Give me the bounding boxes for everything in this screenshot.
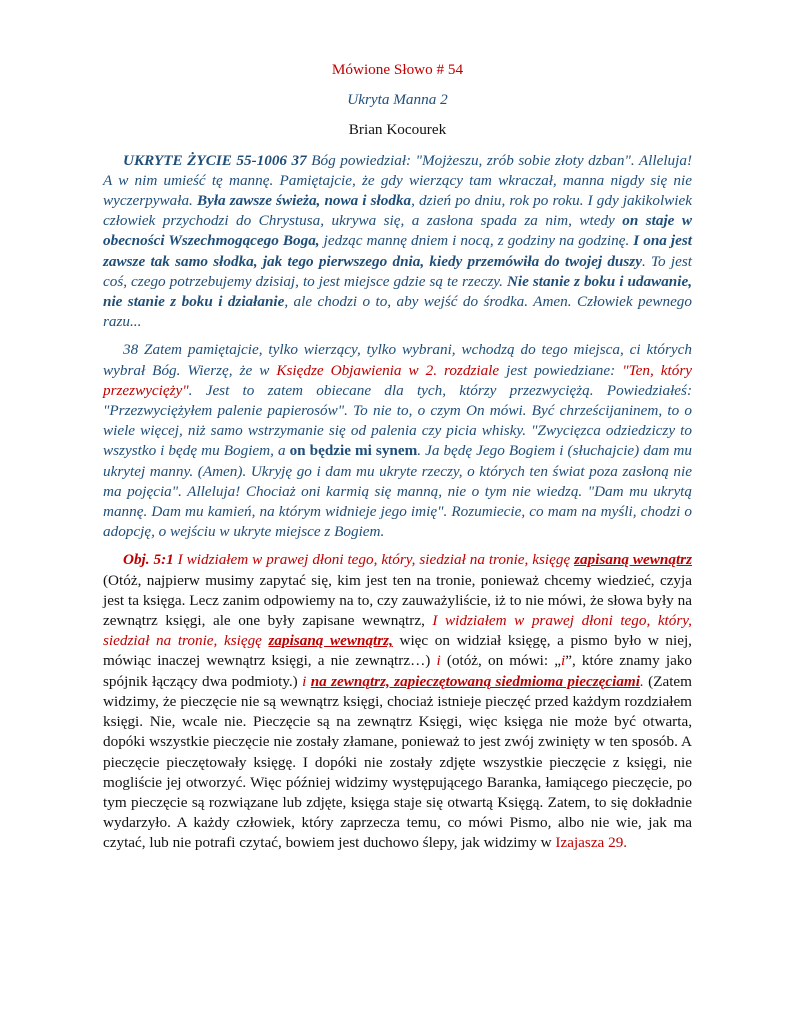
quote-paragraph-1 — [103, 151, 692, 333]
commentary-text: więc on widział księgę, a pismo było w niej, mówiąc inaczej wewnątrz księgi, a nie zewnątrz…) — [103, 632, 692, 670]
commentary-text: (otóż, on mówi: „ — [440, 652, 561, 670]
quote-emphasis: on staje w obecności Wszechmogącego Boga, — [103, 212, 692, 250]
scripture-text: I widziałem w prawej dłoni tego, który, siedział na tronie, księgę — [103, 612, 692, 650]
quote-emphasis: Nie stanie z boku i udawanie, nie stanie z boku i działanie — [103, 272, 693, 311]
quote-text: . To jest coś, czego potrzebujemy dzisiaj, to jest miejsce gdzie są te rzeczy. — [103, 252, 692, 290]
scripture-text: . — [639, 672, 644, 690]
scripture-reference: Obj. 5:1 — [123, 551, 174, 569]
scripture-text: i — [560, 652, 566, 670]
quote-text: , ale chodzi o to, aby wejść do środka. Amen. Człowiek pewnego razu... — [103, 293, 692, 331]
scripture-reference: Izajasza 29. — [555, 834, 628, 852]
quote-emphasis: on będzie mi synem — [289, 442, 418, 460]
scripture-text: i — [436, 652, 441, 670]
commentary-text: (Zatem widzimy, że pieczęcie nie są wewnątrz księgi, chociaż istnieje pieczęć przed każdym rozdziałem księgi. Nie, wcale nie. Pieczęcie są na zewnątrz Księgi, więc księga nie może być otwarta, dopóki wszystkie pieczęcie nie zostały złamane, ponieważ to jest zwój zwinięty w ten sposób. A pieczęcie pieczętowały księgę. I dopóki nie zostały zdjęte wszystkie pieczęcie z księgi, nie mogliście jej otworzyć. Więc później widzimy występującego Baranka, łamiącego pieczęcie, po tym pieczęcie są rozwiązane lub zdjęte, księga staje się otwartą Księgą. Zatem, to się dokładnie wydarzyło. A każdy człowiek, który zaprzecza temu, co mówi Pismo, albo nie wie, jak ma czytać, lub nie potrafi czytać, bowiem jest duchowo ślepy, jak widzimy w — [103, 672, 692, 852]
commentary-paragraph — [103, 550, 692, 853]
scripture-emphasis: na zewnątrz, zapieczętowaną siedmioma pieczęciami — [310, 672, 640, 690]
scripture-emphasis: zapisaną wewnątrz — [574, 551, 693, 569]
quote-emphasis: Była zawsze świeża, nowa i słodka — [196, 192, 412, 210]
quote-text: 38 Zatem pamiętajcie, tylko wierzący, tylko wybrani, wchodzą do tego miejsca, ci których wybrał Bóg. Wierzę, że w — [103, 341, 692, 379]
scripture-text: i — [302, 672, 311, 690]
quote-reference: UKRYTE ŻYCIE 55-1006 37 — [123, 151, 307, 169]
scripture-reference: Księdze Objawienia w 2. rozdziale — [276, 361, 500, 379]
page-subtitle: Ukryta Manna 2 — [347, 91, 448, 109]
quote-paragraph-2 — [103, 340, 692, 542]
scripture-text: I widziałem w prawej dłoni tego, który, siedział na tronie, księgę — [173, 551, 575, 569]
quote-emphasis: I ona jest zawsze tak samo słodka, jak tego pierwszego dnia, kiedy przemówiła do twojej duszy — [103, 232, 692, 270]
scripture-quote: "Ten, który przezwycięży" — [103, 361, 692, 399]
author-name: Brian Kocourek — [348, 121, 447, 139]
document-page — [103, 60, 692, 862]
quote-text: jest powiedziane: — [499, 361, 623, 379]
quote-text: Bóg powiedział: "Mojżeszu, zrób sobie złoty dzban". Alleluja! A w nim umieść tę mannę. Pamiętajcie, że gdy wierzący tam wkraczał, manna nigdy się nie wyczerpywała. — [103, 151, 693, 210]
page-title: Mówione Słowo # 54 — [331, 61, 464, 78]
quote-text: jedząc mannę dniem i nocą, z godziny na godzinę. — [319, 232, 634, 250]
commentary-text: (Otóż, najpierw musimy zapytać się, kim jest ten na tronie, ponieważ chcemy wiedzieć, czyja jest ta księga. Lecz zanim odpowiemy na to, czy zauważyliście, iż to nie mówi, że słowa były na zewnątrz księgi, ale one były zapisane wewnątrz, — [103, 571, 692, 630]
scripture-emphasis: zapisaną wewnątrz, — [268, 632, 393, 650]
quote-text: . Jest to zatem obiecane dla tych, którzy przezwyciężą. Powiedziałeś: "Przezwyciężyłem palenie papierosów". To nie to, o czym On mówi. Być chrześcijaninem, to o wiele więcej, niż samo wstrzymanie się od palenia czy picia whisky. "Zwycięzca odziedziczy to wszystko i będę mu Bogiem, a — [103, 381, 692, 460]
quote-text: . Ja będę Jego Bogiem i (słuchajcie) dam mu ukrytej manny. (Amen). Ukryję go i dam mu ukryte rzeczy, o których ten świat poza zasłoną nie ma pojęcia". Alleluja! Chociaż oni karmią się manną, nie o tym nie wiedzą. "Dam mu ukrytą mannę. Dam mu kamień, na którym widnieje jego imię". Rozumiecie, co mam na myśli, chodzi o adopcję, o wejściu w ukryte miejsce z Bogiem. — [103, 442, 692, 541]
commentary-text: ”, które znamy jako spójnik łączący dwa podmioty.) — [103, 652, 692, 690]
quote-text: , dzień po dniu, rok po roku. I gdy jakikolwiek człowiek przychodzi do Chrystusa, ukrywa się, a zasłona spada za nim, wtedy — [103, 192, 692, 230]
